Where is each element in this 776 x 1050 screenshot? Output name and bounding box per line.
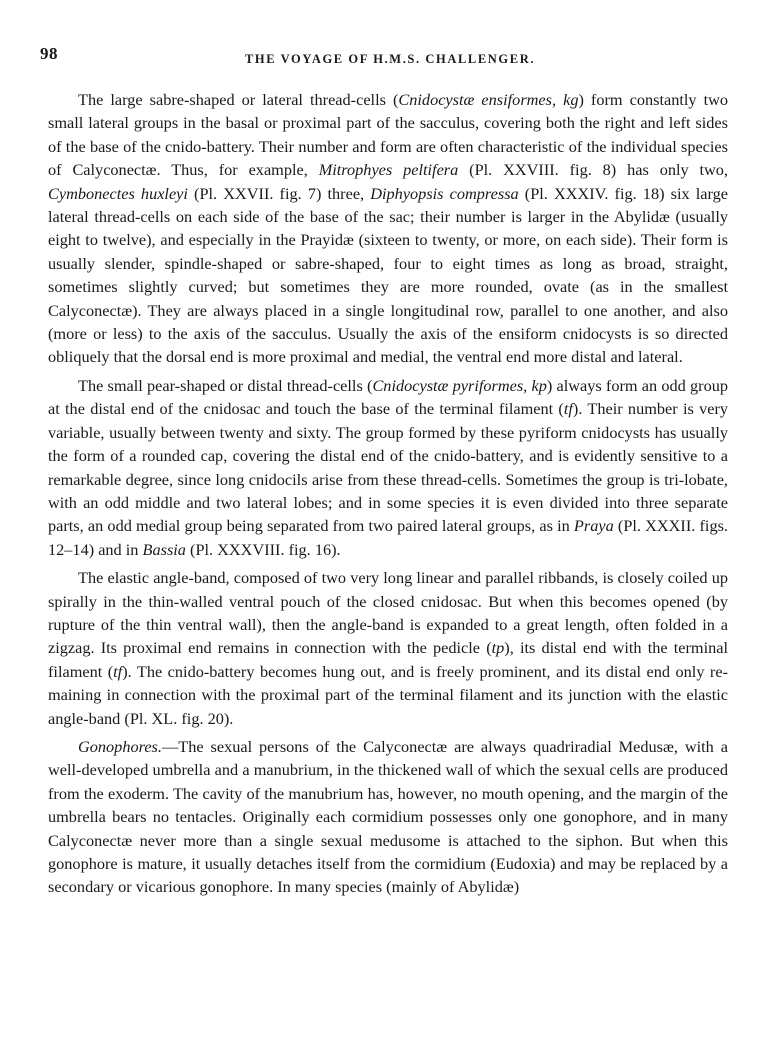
text-run: The elastic angle-band, composed of two very long linear and parallel ribbands, is closely coiled up spirally in the thin-walled ventral pouch of the closed cnidosac. But when this becomes opened (by rupture of the thin ventral wall), then the angle-band is expanded to a great length, often folded in a zigzag. Its proximal end remains in connection with the pedicle (: [48, 568, 728, 658]
italic-text: Diphyopsis compressa: [370, 183, 519, 203]
text-run: ). Their number is very variable, usually between twenty and sixty. The group formed by these pyriform cnidocysts has usually the form of a rounded cap, covering the distal end of the cnido-battery, and is evidently sensitive to a remarkable degree, since long cnidocils arise from these thread-cells. Sometimes the group is tri-lobate, with an odd middle and two lateral lobes; and in some species it is even divided into three separate parts, an odd medial group being separated from two paired lateral groups, as in: [48, 399, 729, 536]
italic-text: Mitrophyes peltifera: [318, 160, 459, 180]
paragraph: [48, 566, 728, 730]
text-run: (Pl. XXXVIII. fig. 16).: [185, 539, 341, 559]
page-number: 98: [40, 44, 58, 63]
text-run: (Pl. XXXIV. fig. 18) six large lateral thread-cells on each side of the base of the sac; their number is larger in the Abylidæ (usually eight to twelve), and especially in the Prayidæ (sixteen to twenty, or more, on each side). Their form is usually slender, spindle-shaped or sabre-shaped, four to eight times as long as broad, straight, sometimes slightly curved; but sometimes they are more rounded, ovate (as in the smallest Calyconectæ). They are always placed in a single longitudinal row, parallel to one another, and also (more or less) to the axis of the sacculus. Usually the axis of the ensiform cnidocysts is so directed obliquely that the dorsal end is more proximal and medial, the ventral end more distal and lateral.: [48, 183, 728, 367]
text-run: —The sexual persons of the Calyconectæ are always quadriradial Medusæ, with a well-developed umbrella and a manubrium, in the thickened wall of which the sexual cells are produced from the exoderm. The cavity of the manubrium has, however, no mouth opening, and the margin of the umbrella bears no tentacles. Originally each cormidium possesses only one gonophore, and in many Calyconectæ never more than a single sexual medusome is attached to the siphon. But when this gonophore is mature, it usually detaches itself from the cormidium (Eudoxia) and may be replaced by a secondary or vicarious gonophore. In many species (mainly of Abylidæ): [48, 736, 728, 897]
paragraph: [48, 374, 728, 561]
paragraph: [48, 88, 728, 369]
italic-text: Gonophores.: [78, 736, 162, 756]
text-run: ) form constantly two small lateral groups in the basal or proximal part of the sacculus, covering both the right and left sides of the base of the cnido-battery. Their number and form are often characteristic of the individual species of Calyconectæ. Thus, for example,: [48, 90, 729, 180]
paragraph: [48, 735, 728, 899]
italic-text: tp: [491, 638, 505, 658]
text-run: ) always form an odd group at the distal end of the cnidosac and touch the base of the terminal filament (: [48, 375, 729, 419]
text-run: The small pear-shaped or distal thread-cells (: [78, 375, 373, 395]
text-run: The large sabre-shaped or lateral thread-cells (: [78, 90, 399, 109]
italic-text: Bassia: [142, 539, 186, 559]
italic-text: Cnidocystæ ensiformes, kg: [398, 90, 579, 109]
italic-text: Praya: [573, 516, 614, 536]
text-run: ). The cnido-battery becomes hung out, and is freely prominent, and its distal end only re-maining in connection with the proximal part of the terminal filament and its junction with the elastic angle-band (Pl. XL. fig. 20).: [48, 661, 729, 728]
text-run: (Pl. XXVIII. fig. 8) has only two,: [458, 160, 729, 180]
text-run: (Pl. XXVII. fig. 7) three,: [187, 183, 371, 203]
text-run: (Pl. XXXII. figs. 12–14) and in: [48, 516, 728, 559]
page-header: [40, 44, 740, 72]
italic-text: tf: [563, 399, 573, 419]
italic-text: tf: [113, 661, 123, 681]
italic-text: Cymbonectes huxleyi: [48, 183, 188, 203]
italic-text: Cnidocystæ pyriformes, kp: [372, 375, 547, 395]
body-text: [48, 88, 728, 899]
running-title: THE VOYAGE OF H.M.S. CHALLENGER.: [244, 52, 536, 66]
text-run: ), its distal end with the terminal filament (: [48, 638, 728, 681]
